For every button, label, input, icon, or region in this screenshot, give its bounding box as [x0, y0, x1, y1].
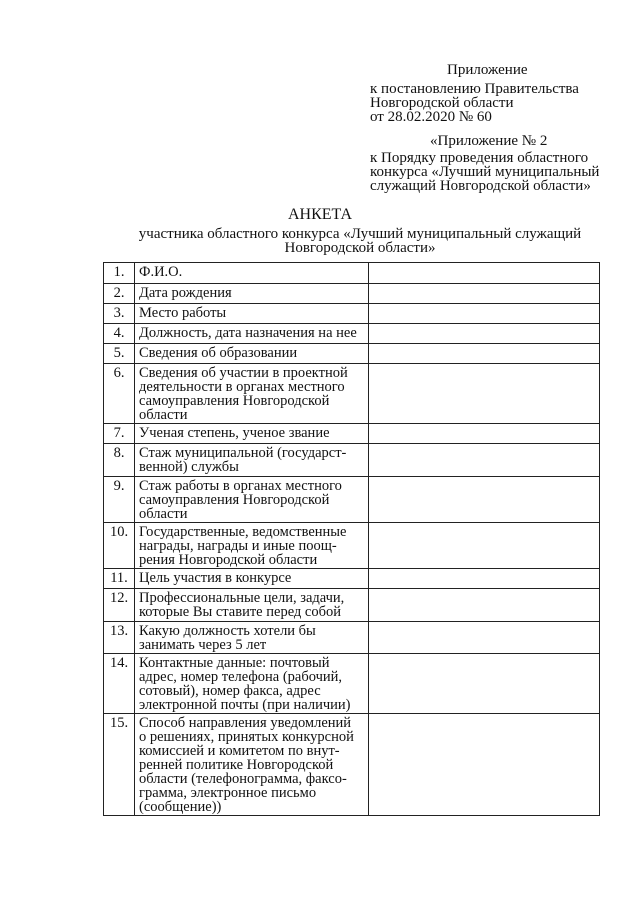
row-label-line: Какую должность хотели бы: [139, 623, 316, 639]
table-row: [104, 424, 600, 444]
row-label: [135, 477, 369, 523]
row-label-line: Профессиональные цели, задачи,: [139, 590, 345, 606]
row-label: [135, 284, 369, 304]
row-label: [135, 364, 369, 424]
answer-field[interactable]: [369, 654, 600, 714]
row-number: 9.: [104, 477, 135, 523]
row-label-line: Дата рождения: [139, 285, 232, 301]
row-number: 6.: [104, 364, 135, 424]
row-label: [135, 263, 369, 284]
answer-field[interactable]: [369, 324, 600, 344]
row-number: 4.: [104, 324, 135, 344]
form-subtitle: [130, 227, 590, 255]
table-row: [104, 444, 600, 477]
answer-field[interactable]: [369, 569, 600, 589]
row-number: 7.: [104, 424, 135, 444]
answer-field[interactable]: [369, 589, 600, 622]
answer-field[interactable]: [369, 364, 600, 424]
row-label-line: которые Вы ставите перед собой: [139, 604, 342, 620]
appendix2-line: служащий Новгородской области»: [370, 178, 591, 194]
row-number: 5.: [104, 344, 135, 364]
row-number: 15.: [104, 714, 135, 816]
answer-field[interactable]: [369, 622, 600, 654]
appendix2-reference: [370, 151, 599, 193]
row-label: [135, 589, 369, 622]
answer-field[interactable]: [369, 263, 600, 284]
appendix-reference: [370, 82, 579, 124]
row-number: 3.: [104, 304, 135, 324]
row-label-line: самоуправления Новгородской: [139, 492, 330, 508]
row-label-line: сотовый), номер факса, адрес: [139, 683, 321, 699]
row-number: 10.: [104, 523, 135, 569]
row-label-line: Способ направления уведомлений: [139, 715, 352, 731]
row-label-line: Стаж муниципальной (государст-: [139, 445, 347, 461]
row-number: 8.: [104, 444, 135, 477]
answer-field[interactable]: [369, 284, 600, 304]
row-label-line: комиссией и комитетом по внут-: [139, 743, 340, 759]
table-row: [104, 364, 600, 424]
row-label-line: (сообщение)): [139, 799, 222, 815]
row-label-line: деятельности в органах местного: [139, 379, 345, 395]
form-subtitle-line: Новгородской области»: [284, 240, 436, 256]
row-label: [135, 344, 369, 364]
row-number: 12.: [104, 589, 135, 622]
row-label: [135, 622, 369, 654]
table-row: [104, 622, 600, 654]
row-label-line: области: [139, 506, 188, 522]
row-label-line: адрес, номер телефона (рабочий,: [139, 669, 343, 685]
row-label-line: Должность, дата назначения на нее: [139, 325, 357, 341]
answer-field[interactable]: [369, 477, 600, 523]
questionnaire-table: [103, 262, 600, 816]
row-label: [135, 714, 369, 816]
form-subtitle-line: участника областного конкурса «Лучший муниципальный служащий: [138, 226, 582, 242]
answer-field[interactable]: [369, 304, 600, 324]
row-label-line: Сведения об образовании: [139, 345, 298, 361]
row-label-line: области (телефонограмма, факсо-: [139, 771, 347, 787]
row-label-line: Стаж работы в органах местного: [139, 478, 342, 494]
table-row: [104, 304, 600, 324]
row-label-line: Сведения об участии в проектной: [139, 365, 348, 381]
answer-field[interactable]: [369, 424, 600, 444]
appendix-line: от 28.02.2020 № 60: [370, 109, 492, 125]
appendix2-line: к Порядку проведения областного: [370, 150, 589, 166]
row-label-line: венной) службы: [139, 459, 239, 475]
appendix-line: к постановлению Правительства: [370, 81, 579, 97]
row-label: [135, 523, 369, 569]
table-row: [104, 344, 600, 364]
row-number: 13.: [104, 622, 135, 654]
answer-field[interactable]: [369, 444, 600, 477]
row-label-line: Контактные данные: почтовый: [139, 655, 330, 671]
row-number: 2.: [104, 284, 135, 304]
table-row: [104, 477, 600, 523]
answer-field[interactable]: [369, 714, 600, 816]
answer-field[interactable]: [369, 523, 600, 569]
appendix2-title: «Приложение № 2: [430, 133, 548, 149]
row-label-line: занимать через 5 лет: [139, 637, 267, 653]
table-row: [104, 284, 600, 304]
answer-field[interactable]: [369, 344, 600, 364]
row-number: 1.: [104, 263, 135, 284]
appendix-title: Приложение: [447, 62, 528, 78]
form-title: АНКЕТА: [287, 206, 353, 223]
table-row: [104, 654, 600, 714]
appendix-line: Новгородской области: [370, 95, 514, 111]
row-label-line: грамма, электронное письмо: [139, 785, 317, 801]
table-row: [104, 324, 600, 344]
row-label: [135, 654, 369, 714]
row-label-line: самоуправления Новгородской: [139, 393, 330, 409]
row-label: [135, 304, 369, 324]
row-label-line: Цель участия в конкурсе: [139, 570, 292, 586]
row-label: [135, 424, 369, 444]
row-label-line: Государственные, ведомственные: [139, 524, 347, 540]
row-label-line: Место работы: [139, 305, 227, 321]
appendix2-line: конкурса «Лучший муниципальный: [370, 164, 600, 180]
table-row: [104, 589, 600, 622]
row-label: [135, 569, 369, 589]
row-number: 14.: [104, 654, 135, 714]
row-label-line: области: [139, 407, 188, 423]
table-row: [104, 569, 600, 589]
row-label-line: награды, награды и иные поощ-: [139, 538, 337, 554]
table-row: [104, 714, 600, 816]
row-label-line: рения Новгородской области: [139, 552, 318, 568]
row-label-line: ренней политике Новгородской: [139, 757, 334, 773]
row-label-line: Ф.И.О.: [139, 264, 183, 280]
row-label-line: Ученая степень, ученое звание: [139, 425, 330, 441]
row-label: [135, 444, 369, 477]
row-label-line: электронной почты (при наличии): [139, 697, 351, 713]
row-label-line: о решениях, принятых конкурсной: [139, 729, 354, 745]
table-row: [104, 523, 600, 569]
row-number: 11.: [104, 569, 135, 589]
table-row: [104, 263, 600, 284]
row-label: [135, 324, 369, 344]
